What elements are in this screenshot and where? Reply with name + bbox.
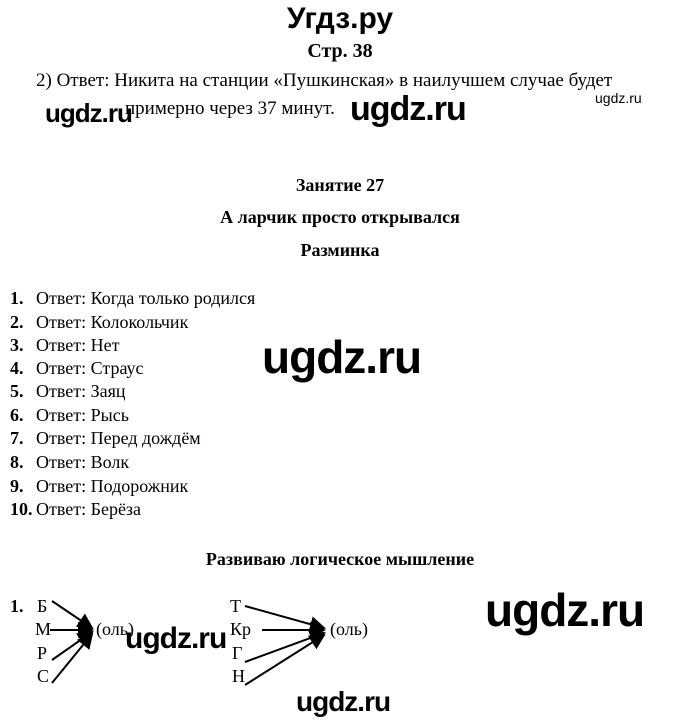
letter: М: [35, 619, 52, 639]
item-text: Ответ: Рысь: [36, 405, 129, 425]
letter: Т: [230, 596, 241, 616]
item-number: 4.: [10, 358, 24, 378]
item-number: 9.: [10, 476, 24, 496]
arrow: [52, 632, 92, 660]
logic-title: Развиваю логическое мышление: [205, 549, 475, 569]
item-text: Ответ: Волк: [36, 452, 130, 472]
letter: Р: [37, 643, 48, 663]
item-text: Ответ: Когда только родился: [36, 288, 256, 308]
watermark: ugdz.ru: [125, 622, 227, 655]
suffix: (оль): [96, 619, 134, 639]
site-title: Угдз.ру: [286, 2, 394, 35]
letter: Н: [232, 666, 245, 686]
lesson-subtitle: А ларчик просто открывался: [220, 207, 460, 227]
item-text: Ответ: Страус: [36, 358, 144, 378]
watermark: ugdz.ru: [485, 584, 645, 636]
warmup-title: Разминка: [300, 240, 380, 260]
item-text: Ответ: Нет: [36, 335, 120, 355]
item-text: Ответ: Перед дождём: [36, 428, 201, 448]
item-number: 7.: [10, 428, 24, 448]
watermark: ugdz.ru: [350, 90, 466, 128]
letter: С: [37, 666, 50, 686]
letter: Кр: [230, 619, 252, 639]
item-number: 5.: [10, 381, 24, 401]
item-text: Ответ: Подорожник: [36, 476, 189, 496]
item-number: 2.: [10, 312, 24, 332]
arrow: [245, 635, 324, 685]
item-number: 3.: [10, 335, 24, 355]
watermark: ugdz.ru: [595, 90, 642, 106]
watermark: ugdz.ru: [45, 98, 132, 128]
watermark: ugdz.ru: [296, 686, 391, 717]
item-number: 1.: [10, 288, 24, 308]
arrow: [52, 634, 92, 683]
arrow: [245, 633, 324, 662]
item-number: 8.: [10, 452, 24, 472]
item-text: Ответ: Заяц: [36, 381, 126, 401]
suffix: (оль): [330, 619, 368, 639]
task-number: 1.: [10, 596, 24, 616]
arrow: [52, 601, 92, 628]
item-text: Ответ: Берёза: [36, 499, 142, 519]
item-number: 6.: [10, 405, 24, 425]
watermark: ugdz.ru: [262, 331, 422, 383]
answer-2-line-1: 2) Ответ: Никита на станции «Пушкинская» в наилучшем случае будет: [36, 70, 613, 91]
lesson-title: Занятие 27: [295, 175, 385, 195]
page-reference: Стр. 38: [307, 40, 373, 62]
arrow: [245, 606, 324, 628]
item-number: 10.: [10, 499, 33, 519]
answer-2-line-2: примерно через 37 минут.: [125, 98, 335, 119]
letter: Б: [37, 596, 48, 616]
item-text: Ответ: Колокольчик: [36, 312, 189, 332]
letter: Г: [232, 643, 243, 663]
